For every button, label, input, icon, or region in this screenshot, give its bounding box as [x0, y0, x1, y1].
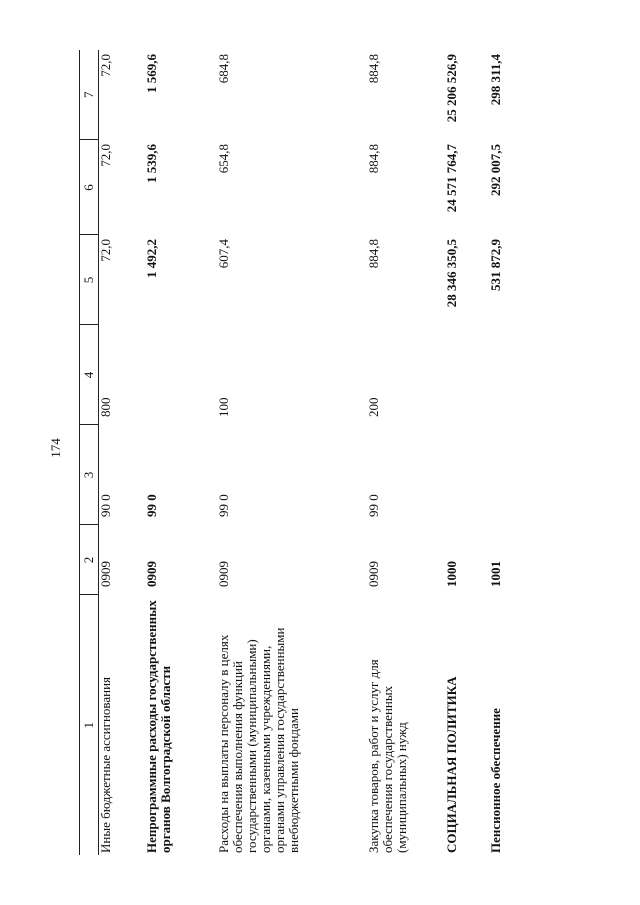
column-header-5: 5 [80, 235, 99, 325]
table-row [99, 50, 146, 855]
section-code: 0909 [216, 561, 231, 587]
column-header-7: 7 [80, 50, 99, 140]
row-name: СОЦИАЛЬНАЯ ПОЛИТИКА [444, 676, 459, 853]
amount-col6: 654,8 [216, 144, 231, 174]
section-code: 1001 [488, 561, 503, 587]
section-code: 0909 [98, 561, 113, 587]
section-code: 0909 [144, 561, 159, 587]
program-code: 90 0 [98, 494, 113, 517]
section-code: 1000 [444, 561, 459, 587]
amount-col6: 24 571 764,7 [444, 144, 459, 213]
row-name: Непрограммные расходы государственных органов Волгоградской области [144, 600, 173, 853]
expense-type-code [445, 325, 489, 425]
row-name: Пенсионное обеспечение [488, 708, 503, 853]
amount-col7: 684,8 [216, 54, 231, 84]
amount-col5: 531 872,9 [488, 239, 503, 291]
program-code [445, 425, 489, 525]
column-header-6: 6 [80, 140, 99, 235]
amount-col7: 25 206 526,9 [444, 54, 459, 123]
amount-col5: 28 346 350,5 [444, 239, 459, 308]
expense-type-code [489, 325, 519, 425]
row-name: Расходы на выплаты персоналу в целях обеспечения выполнения функций государственными (муниципальными) органами, казенными учреждениями, органами управления государственными внебюджетными фондами [216, 627, 301, 853]
amount-col7: 1 569,6 [144, 54, 159, 93]
amount-col7: 884,8 [366, 54, 381, 84]
program-code: 99 0 [216, 494, 231, 517]
amount-col5: 607,4 [216, 239, 231, 269]
amount-col7: 298 311,4 [488, 54, 503, 106]
column-header-3: 3 [80, 425, 99, 525]
budget-table-sheet [79, 50, 519, 855]
page-number: 174 [48, 438, 63, 458]
program-code: 99 0 [144, 494, 159, 517]
column-header-2: 2 [80, 525, 99, 595]
amount-col6: 1 539,6 [144, 144, 159, 183]
row-name: Закупка товаров, работ и услуг для обеспечения государственных (муниципальных) нужд [366, 659, 409, 853]
amount-col6: 884,8 [366, 144, 381, 174]
amount-col6: 72,0 [98, 144, 113, 167]
table-header-row [80, 50, 99, 855]
table-row [489, 50, 519, 855]
column-header-4: 4 [80, 325, 99, 425]
column-header-1: 1 [80, 595, 99, 855]
program-code: 99 0 [366, 494, 381, 517]
table-row [367, 50, 445, 855]
amount-col5: 884,8 [366, 239, 381, 269]
program-code [489, 425, 519, 525]
expense-type-code: 800 [98, 397, 113, 417]
budget-table [79, 50, 519, 855]
expense-type-code: 100 [216, 397, 231, 417]
table-row [445, 50, 489, 855]
expense-type-code: 200 [366, 397, 381, 417]
amount-col7: 72,0 [98, 54, 113, 77]
amount-col5: 1 492,2 [144, 239, 159, 278]
amount-col6: 292 007,5 [488, 144, 503, 196]
amount-col5: 72,0 [98, 239, 113, 262]
row-name: Иные бюджетные ассигнования [98, 676, 113, 853]
table-row [217, 50, 367, 855]
expense-type-code [145, 325, 217, 425]
section-code: 0909 [366, 561, 381, 587]
table-row [145, 50, 217, 855]
